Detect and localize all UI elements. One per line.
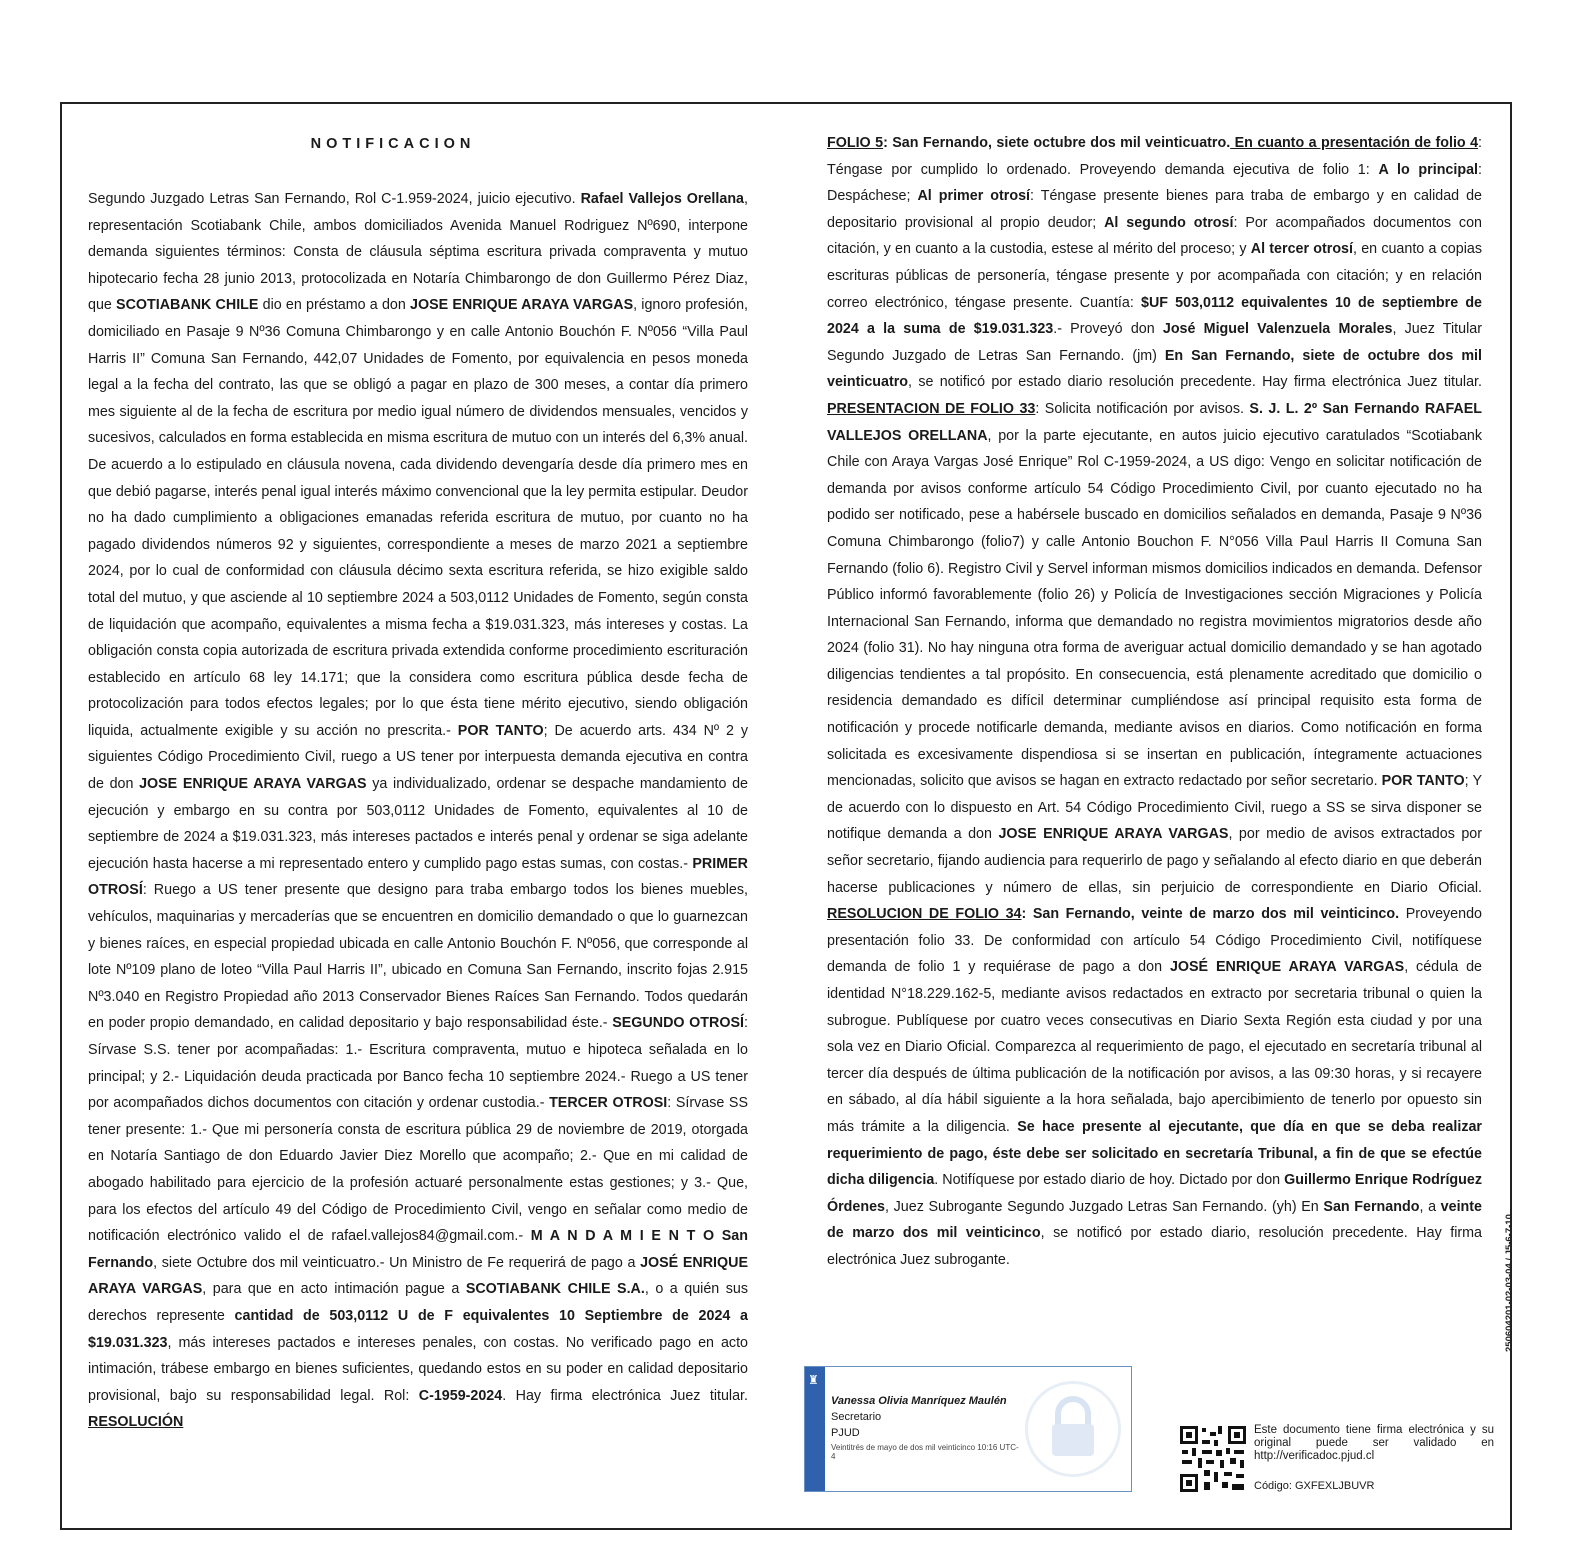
verification-notice: Este documento tiene firma electrónica y su original puede ser validado en http://verificadoc.pjud.cl (1254, 1424, 1494, 1462)
text: , se notificó por estado diario resolución precedente. Hay firma electrónica Juez titular. (908, 374, 1482, 391)
text: , más intereses pactados e intereses penales, con costas. No verificado pago en acto intimación, trábese embargo en bienes suficientes, quedando estos en su poder en calidad depositario provisional, bajo su responsabilidad legal. Rol: (88, 1334, 748, 1404)
text: dio en préstamo a don (258, 297, 410, 314)
bold-text: M A N D A M I E N T O San Fernando (88, 1228, 748, 1271)
text: ya individualizado, ordenar se despache mandamiento de ejecución y embargo en su contra por 503,0112 Unidades de Fomento, equivalentes al 10 de septiembre de 2024 a $19.031.323, más intereses pactados e interés penal y ordenar se siga adelante ejecución hasta hacerse a mi representado entero y cumplido pago estas sumas, con costas.- (88, 776, 749, 872)
text: , siete Octubre dos mil veinticuatro.- Un Ministro de Fe requerirá de pago a (153, 1254, 641, 1271)
bold-text: SEGUNDO OTROSÍ (612, 1015, 744, 1032)
text: . Notifíquese por estado diario de hoy. Dictado por don (934, 1172, 1285, 1189)
bold-text: Al segundo otrosí (1104, 214, 1234, 231)
underlined-heading: En cuanto a presentación de folio 4 (1230, 135, 1479, 151)
text: , se notificó por estado diario, resolución precedente. Hay firma electrónica Juez subrogante. (827, 1225, 1482, 1268)
bold-text: POR TANTO (1381, 773, 1465, 790)
document-title: NOTIFICACION (310, 136, 476, 152)
text: , o a quién sus derechos represente (88, 1281, 748, 1324)
bold-text: veinte de marzo dos mil veinticinco (827, 1198, 1482, 1242)
text: : Ruego a US tener presente que designo para traba embargo todos los bienes muebles, vehículos, maquinarias y mercaderías que se encuentren en domicilio demandado o que lo guarnezcan y bienes raíces, en especial propiedad ubicada en calle Antonio Bouchón F. Nº056, que corresponde al lote Nº109 plano de loteo “Villa Paul Harris II”, ubicado en Comuna San Fernando, inscrito fojas 2.915 Nº3.040 en Registro Propiedad año 2013 Conservador Bienes Raíces San Fernando. Todos quedarán en poder propio demandado, en calidad depositario y bajo responsabilidad éste.- (88, 882, 748, 1032)
bold-text: Al primer otrosí (917, 188, 1030, 205)
bold-text: Guillermo Enrique Rodríguez Órdenes (827, 1172, 1482, 1215)
underlined-heading: PRESENTACION DE FOLIO 33 (827, 400, 1036, 417)
bold-text: PRIMER OTROSÍ (88, 855, 748, 899)
underlined-heading: FOLIO 5 (827, 135, 884, 151)
bold-text: : San Fernando, siete octubre dos mil veinticuatro. (883, 135, 1231, 151)
signature-date: Veintitrés de mayo de dos mil veinticinco 10:16 UTC-4 (831, 1443, 1019, 1461)
text: Proveyendo presentación folio 33. De conformidad con artículo 54 Código Procedimiento Civil, notifíquese demanda de folio 1 y requiérase de pago a don (827, 906, 1482, 976)
text: : Téngase por cumplido lo ordenado. Proveyendo demanda ejecutiva de folio 1: (827, 135, 1483, 178)
signer-role: Secretario (831, 1411, 882, 1423)
signature-sidebar (805, 1367, 825, 1491)
bold-text: $UF 503,0112 equivalentes 10 de septiembre de 2024 a la suma de $19.031.323 (827, 294, 1482, 338)
bold-text: JOSÉ ENRIQUE ARAYA VARGAS (1169, 959, 1405, 976)
side-document-code: 250604201-02-03-04 / J5-6-7-10 (1504, 1214, 1515, 1352)
text: , Juez Titular Segundo Juzgado de Letras San Fernando. (jm) (827, 321, 1482, 364)
text: . Hay firma electrónica Juez titular. (502, 1387, 748, 1404)
text: , por medio de avisos extractados por señor secretario, fijando audiencia para requerirlo de pago y señalando al efecto diario en que deberán hacerse publicaciones y número de ellas, sin perjuicio de correspondiente en Diario Oficial. (827, 826, 1482, 896)
text: , ignoro profesión, domiciliado en Pasaje 9 Nº36 Comuna Chimbarongo y en calle Antonio Bouchón F. Nº056 “Villa Paul Harris II” Comuna San Fernando, 442,07 Unidades de Fomento, por equivalencia en pesos moneda legal a la fecha del contrato, las que se obligó a pagar en plazo de 300 meses, a contar día primero mes siguiente al de la fecha de escritura por medio igual número de dividendos mensuales, vencidos y sucesivos, calculados en forma establecida en misma escritura de mutuo con un interés del 6,3% anual. De acuerdo a lo estipulado en cláusula novena, cada dividendo devengaría desde día primero mes en que debió pagarse, interés penal igual interés máximo convencional que la ley permita estipular. Deudor no ha dado cumplimiento a obligaciones emanadas referida escritura de mutuo, por cuanto no ha pagado dividendos números 92 y siguientes, correspondiente a meses de marzo 2021 a septiembre 2024, por lo cual de conformidad con cláusula décimo sexta escritura referida, se hizo exigible saldo total del mutuo, y que asciende al 10 septiembre 2024 a 503,0112 Unidades de Fomento, según consta de liquidación que acompaño, equivalentes a misma fecha a $19.031.323, más intereses y costas. La obligación consta copia autorizada de escritura privada extendida conforme procedimiento escrituración establecido en artículo 68 ley 14.171; que la considera como escritura pública desde fecha de protocolización para todos efectos legales; por lo que ésta tiene mérito ejecutivo, siendo obligación liquida, actualmente exigible y su acción no prescrita.- (88, 297, 749, 739)
text: : Solicita notificación por avisos. (1035, 400, 1250, 417)
bold-text: POR TANTO (457, 722, 544, 739)
left-column (88, 186, 748, 1436)
underlined-heading: RESOLUCIÓN (88, 1414, 184, 1431)
bold-text: JOSE ENRIQUE ARAYA VARGAS (998, 826, 1229, 843)
signer-name: Vanessa Olivia Manríquez Maulén (831, 1395, 1007, 1407)
bold-text: Se hace presente al ejecutante, que día en que se deba realizar requerimiento de pago, éste debe ser solicitado en secretaría Tribunal, a fin de que se efectúe dicha diligencia (827, 1118, 1482, 1189)
text: .- Proveyó don (1053, 321, 1163, 338)
text: , por la parte ejecutante, en autos juicio ejecutivo caratulados “Scotiabank Chile con Araya Vargas José Enrique” Rol C-1959-2024, a US digo: Vengo en solicitar notificación de demanda por avisos conforme artículo 54 Código Procedimiento Civil, por cuanto ejecutado no ha podido ser notificado, pese a habérsele buscado en domicilios señalados en demanda, Pasaje 9 Nº36 Comuna Chimbarongo (folio7) y calle Antonio Bouchon F. N°056 Villa Paul Harris II Comuna San Fernando (folio 6). Registro Civil y Servel informan mismos domicilios indicados en demanda. Defensor Público informó favorablemente (folio 26) y Policía de Investigaciones sección Migraciones y Policía Internacional San Fernando, informa que demandado no registra movimientos migratorios desde año 2024 (folio 31). No hay ninguna otra forma de averiguar actual domicilio demandado y se han agotado diligencias tendientes a tal propósito. En consecuencia, está plenamente acreditado que domicilio o residencia demandado es difícil determinar cumpliéndose así principal requisito esta forma de notificación y procede notificarle demanda, mediante avisos en diarios. Como notificación en forma solicitada es excesivamente dispendiosa si se insertan en publicación, íntegramente actuaciones mencionadas, solicito que avisos se hagan en extracto redactado por señor secretario. (827, 427, 1482, 790)
document-frame (60, 102, 1515, 1530)
text: Segundo Juzgado Letras San Fernando, Rol C-1.959-2024, juicio ejecutivo. (88, 191, 581, 207)
signer-org: PJUD (831, 1427, 860, 1439)
bold-text: TERCER OTROSI (549, 1095, 668, 1112)
text: , cédula de identidad N°18.229.162-5, mediante avisos redactados en extracto por secretaria tribunal o quien la subrogue. Publíquese por cuatro veces consecutivas en Diario Sexta Región esta ciudad y por una sola vez en Diario Oficial. Comparezca al requerimiento de pago, el ejecutado en secretaría tribunal al tercer día después de última publicación de la notificación por avisos, a las 09:30 horas, y si recayere en sábado, al día hábil siguiente a la hora señalada, bajo apercibimiento de tenerlo por opuesto sin más trámite a la diligencia. (827, 959, 1482, 1135)
text: , Juez Subrogante Segundo Juzgado Letras San Fernando. (yh) En (885, 1198, 1324, 1215)
bold-text: JOSE ENRIQUE ARAYA VARGAS (410, 297, 634, 314)
text: : Téngase presente bienes para traba de embargo y en calidad de depositario provisional al propio deudor; (827, 188, 1483, 231)
text: , para que en acto intimación pague a (202, 1281, 466, 1298)
right-column (827, 130, 1482, 1274)
bold-text: S. J. L. 2º San Fernando RAFAEL VALLEJOS ORELLANA (827, 400, 1483, 444)
bold-text: C-1959-2024 (418, 1387, 503, 1404)
bold-text: En San Fernando, siete de octubre dos mil veinticuatro (827, 347, 1482, 391)
text: : Despáchese; (827, 161, 1482, 205)
pjud-emblem-icon: ♜ (808, 1373, 819, 1387)
text: , representación Scotiabank Chile, ambos domiciliados Avenida Manuel Rodriguez Nº690, interpone demanda siguientes términos: Consta de cláusula séptima escritura privada compraventa y mutuo hipotecario fecha 28 junio 2013, protocolizada en Notaría Chimbarongo de don Guillermo Pérez Diaz, que (88, 191, 748, 314)
text: ; Y de acuerdo con lo dispuesto en Art. 54 Código Procedimiento Civil, ruego a SS se sirva disponer se notifique demanda a don (827, 773, 1482, 843)
text: , a (1419, 1198, 1441, 1215)
lock-watermark-icon (1025, 1381, 1121, 1477)
bold-text: Al tercer otrosí (1250, 241, 1353, 258)
bold-text: SCOTIABANK CHILE S.A. (465, 1281, 645, 1298)
bold-text: cantidad de 503,0112 U de F equivalentes 10 Septiembre de 2024 a $19.031.323 (88, 1307, 748, 1351)
text: : Sírvase SS tener presente: 1.- Que mi personería consta de escritura pública 29 de noviembre de 2019, otorgada en Notaría Santiago de don Eduardo Javier Diez Morello que acompaño; 2.- Que en mi calidad de abogado habilitado para ejercicio de la profesión actuaré personalmente estas gestiones; y 3.- Que, para los efectos del artículo 49 del Código de Procedimiento Civil, vengo en señalar como medio de notificación electrónico valido el de rafael.vallejos84@gmail.com.- (88, 1095, 748, 1245)
bold-text: Rafael Vallejos Orellana (580, 191, 745, 207)
text: : Sírvase S.S. tener por acompañadas: 1.- Escritura compraventa, mutuo e hipoteca señalada en lo principal; y 2.- Liquidación deuda practicada por Banco fecha 10 septiembre 2024.- Ruego a US tener por acompañados dichos documentos con citación y ordenar custodia.- (88, 1015, 748, 1112)
text: ; De acuerdo arts. 434 Nº 2 y siguientes Código Procedimiento Civil, ruego a US tener por interpuesta demanda ejecutiva en contra de don (88, 722, 749, 793)
bold-text: JOSÉ ENRIQUE ARAYA VARGAS (88, 1254, 749, 1298)
verification-code: Código: GXFEXLJBUVR (1254, 1480, 1375, 1492)
bold-text: SCOTIABANK CHILE (116, 297, 259, 314)
text: , en cuanto a copias escrituras públicas de personería, téngase presente y por acompañada con citación; y en relación correo electrónico, téngase presente. Cuantía: (827, 241, 1482, 311)
bold-text: San Fernando (1323, 1198, 1420, 1215)
bold-text: A lo principal (1378, 161, 1479, 178)
electronic-signature-box (804, 1366, 1132, 1492)
bold-text: : San Fernando, veinte de marzo dos mil veinticinco. (1021, 906, 1400, 923)
qr-code-icon (1178, 1424, 1248, 1494)
text: : Por acompañados documentos con citación, y en cuanto a la custodia, estese al mérito del proceso; y (827, 214, 1482, 258)
bold-text: JOSE ENRIQUE ARAYA VARGAS (139, 776, 367, 793)
underlined-heading: RESOLUCION DE FOLIO 34 (827, 906, 1022, 923)
bold-text: José Miguel Valenzuela Morales (1162, 321, 1393, 338)
